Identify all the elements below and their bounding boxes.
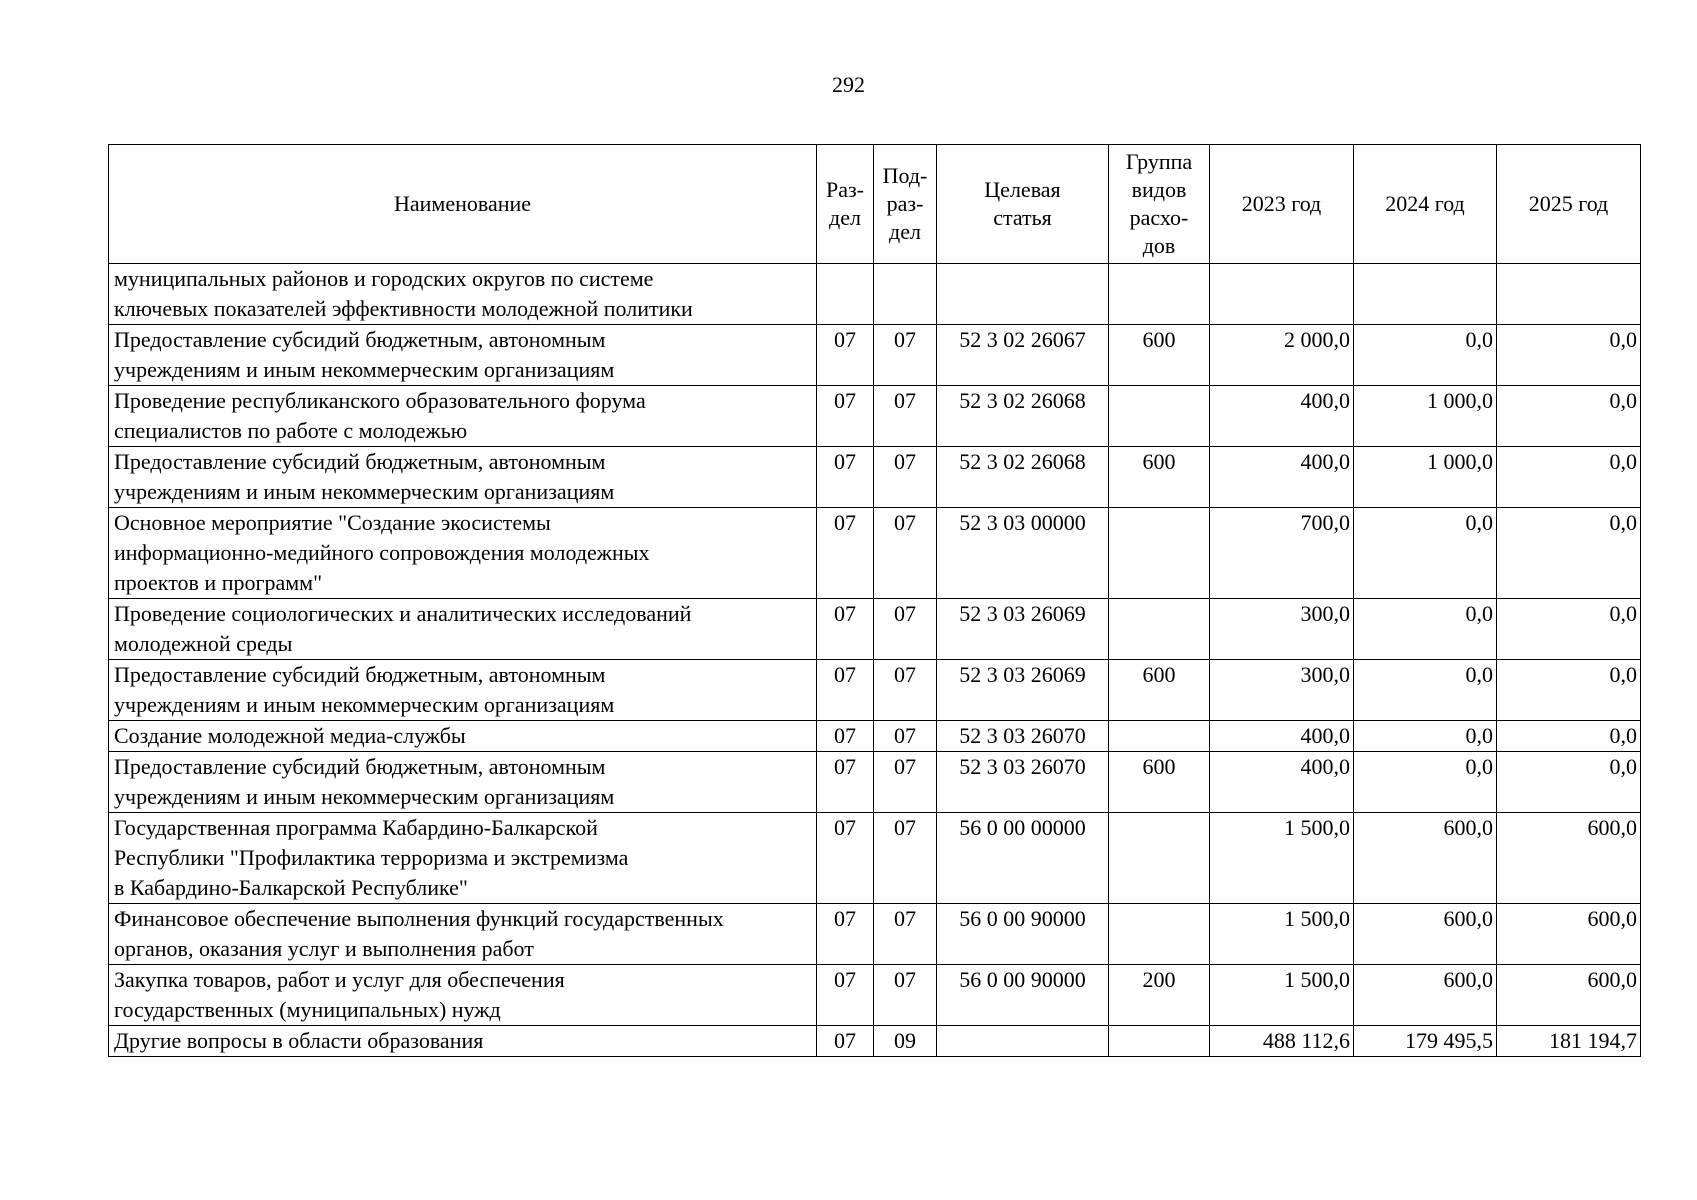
cell-podrazdel [874,1026,937,1057]
cell-name-text: Закупка товаров, работ и услуг для обеспечения государственных (муниципальных) нужд [114,967,565,1022]
cell-razdel [817,813,874,904]
cell-name-text: Государственная программа Кабардино-Балкарской Республики "Профилактика терроризма и экстремизма в Кабардино-Балкарской Республике" [114,815,629,900]
cell-2023 [1210,813,1354,904]
cell-celevaya [937,508,1109,599]
cell-razdel-text: 07 [834,662,856,687]
cell-name [109,1026,817,1057]
cell-2024 [1354,660,1497,721]
cell-2024 [1354,904,1497,965]
cell-celevaya-text: 52 3 02 26067 [959,327,1086,352]
cell-2024-text: 0,0 [1465,601,1493,626]
cell-gruppa-text: 200 [1142,967,1176,992]
cell-celevaya [937,965,1109,1026]
cell-2025-text: 0,0 [1609,510,1637,535]
cell-gruppa-text: 600 [1142,327,1176,352]
cell-2023-text: 1 500,0 [1284,906,1350,931]
header-2024: 2024 год [1354,145,1497,264]
cell-gruppa [1109,721,1210,752]
cell-2024-text: 1 000,0 [1427,449,1493,474]
cell-name [109,721,817,752]
cell-2023 [1210,752,1354,813]
cell-name-text: Основное мероприятие "Создание экосистемы информационно-медийного сопровождения молодежных проектов и программ" [114,510,650,595]
cell-podrazdel-text: 07 [894,662,916,687]
cell-podrazdel-text: 07 [894,388,916,413]
cell-celevaya [937,447,1109,508]
cell-name [109,752,817,813]
table-body [109,264,1641,1057]
cell-2023-text: 400,0 [1300,449,1350,474]
cell-podrazdel-text: 07 [894,510,916,535]
cell-2025 [1497,386,1641,447]
cell-name [109,965,817,1026]
cell-2024 [1354,721,1497,752]
cell-razdel [817,1026,874,1057]
cell-celevaya-text: 52 3 03 26069 [959,601,1086,626]
cell-2023-text: 488 112,6 [1262,1028,1350,1053]
cell-razdel-text: 07 [834,723,856,748]
cell-2024 [1354,264,1497,325]
cell-2024 [1354,325,1497,386]
cell-2025 [1497,721,1641,752]
cell-podrazdel-text: 07 [894,967,916,992]
cell-celevaya-text: 56 0 00 00000 [959,815,1086,840]
table-row [109,813,1641,904]
cell-2025-text: 600,0 [1587,967,1637,992]
cell-razdel [817,721,874,752]
cell-2024-text: 0,0 [1465,510,1493,535]
cell-2023-text: 1 500,0 [1284,815,1350,840]
cell-name [109,386,817,447]
cell-name [109,264,817,325]
cell-celevaya-text: 52 3 03 26070 [959,723,1086,748]
cell-razdel [817,508,874,599]
cell-2024 [1354,599,1497,660]
cell-celevaya-text: 56 0 00 90000 [959,967,1086,992]
cell-2024 [1354,965,1497,1026]
cell-podrazdel-text: 07 [894,601,916,626]
cell-2025 [1497,1026,1641,1057]
header-gruppa: Группа видов расхо- дов [1109,145,1210,264]
cell-name-text: Предоставление субсидий бюджетным, автономным учреждениям и иным некоммерческим организациям [114,449,615,504]
table-row [109,721,1641,752]
table-row [109,660,1641,721]
cell-2024 [1354,386,1497,447]
header-razdel: Раз- дел [817,145,874,264]
cell-name-text: Финансовое обеспечение выполнения функций государственных органов, оказания услуг и выполнения работ [114,906,724,961]
cell-2024-text: 179 495,5 [1405,1028,1493,1053]
cell-2023 [1210,965,1354,1026]
cell-name [109,325,817,386]
cell-name-text: Создание молодежной медиа-службы [114,723,466,748]
cell-name [109,813,817,904]
cell-podrazdel [874,752,937,813]
cell-2025-text: 181 194,7 [1549,1028,1637,1053]
page-number: 292 [832,72,865,97]
cell-razdel [817,965,874,1026]
cell-podrazdel-text: 07 [894,449,916,474]
table-row [109,965,1641,1026]
cell-2024-text: 600,0 [1443,967,1493,992]
cell-gruppa [1109,325,1210,386]
cell-celevaya-text: 52 3 03 26069 [959,662,1086,687]
cell-celevaya [937,904,1109,965]
cell-name-text: муниципальных районов и городских округов по системе ключевых показателей эффективности молодежной политики [114,266,693,321]
header-2023: 2023 год [1210,145,1354,264]
cell-gruppa-text: 600 [1142,754,1176,779]
cell-podrazdel-text: 07 [894,815,916,840]
cell-2023 [1210,904,1354,965]
cell-razdel-text: 07 [834,754,856,779]
cell-podrazdel [874,660,937,721]
cell-razdel [817,325,874,386]
cell-2025 [1497,508,1641,599]
cell-2025-text: 0,0 [1609,662,1637,687]
cell-celevaya [937,386,1109,447]
cell-gruppa-text: 600 [1142,662,1176,687]
cell-2025-text: 0,0 [1609,449,1637,474]
table-row [109,1026,1641,1057]
cell-2023-text: 300,0 [1300,662,1350,687]
cell-2023-text: 700,0 [1300,510,1350,535]
cell-gruppa [1109,752,1210,813]
cell-2023-text: 1 500,0 [1284,967,1350,992]
cell-podrazdel [874,386,937,447]
cell-gruppa [1109,599,1210,660]
cell-2024-text: 0,0 [1465,754,1493,779]
cell-2025 [1497,264,1641,325]
cell-2023 [1210,660,1354,721]
table-header [109,145,1641,264]
cell-podrazdel [874,447,937,508]
cell-celevaya-text: 52 3 02 26068 [959,449,1086,474]
cell-2025 [1497,813,1641,904]
cell-razdel [817,447,874,508]
cell-2023 [1210,721,1354,752]
cell-celevaya [937,813,1109,904]
table-row [109,386,1641,447]
header-2025: 2025 год [1497,145,1641,264]
cell-2023-text: 400,0 [1300,388,1350,413]
cell-celevaya [937,721,1109,752]
cell-celevaya [937,1026,1109,1057]
table-row [109,264,1641,325]
cell-2025 [1497,599,1641,660]
cell-2024 [1354,508,1497,599]
cell-2023 [1210,386,1354,447]
cell-2025-text: 0,0 [1609,327,1637,352]
cell-name [109,904,817,965]
cell-razdel [817,904,874,965]
cell-name-text: Предоставление субсидий бюджетным, автономным учреждениям и иным некоммерческим организациям [114,327,615,382]
cell-podrazdel-text: 07 [894,327,916,352]
cell-gruppa [1109,813,1210,904]
cell-gruppa [1109,965,1210,1026]
cell-2025 [1497,904,1641,965]
cell-celevaya-text: 52 3 03 00000 [959,510,1086,535]
cell-name [109,508,817,599]
cell-2025 [1497,965,1641,1026]
cell-2023-text: 400,0 [1300,754,1350,779]
cell-celevaya [937,264,1109,325]
cell-2025-text: 0,0 [1609,723,1637,748]
cell-celevaya [937,599,1109,660]
table-row [109,752,1641,813]
cell-razdel [817,660,874,721]
cell-podrazdel [874,813,937,904]
cell-2024-text: 0,0 [1465,723,1493,748]
cell-name-text: Предоставление субсидий бюджетным, автономным учреждениям и иным некоммерческим организациям [114,662,615,717]
cell-celevaya [937,660,1109,721]
cell-2025 [1497,325,1641,386]
table-row [109,508,1641,599]
cell-2024-text: 0,0 [1465,662,1493,687]
cell-2025 [1497,752,1641,813]
cell-2023 [1210,264,1354,325]
cell-2025-text: 600,0 [1587,906,1637,931]
cell-celevaya-text: 56 0 00 90000 [959,906,1086,931]
cell-razdel-text: 07 [834,967,856,992]
cell-razdel-text: 07 [834,815,856,840]
cell-name [109,599,817,660]
cell-2025 [1497,660,1641,721]
cell-celevaya [937,752,1109,813]
cell-name-text: Проведение республиканского образовательного форума специалистов по работе с молодежью [114,388,646,443]
cell-2023 [1210,447,1354,508]
table-row [109,904,1641,965]
cell-2023 [1210,325,1354,386]
cell-2023 [1210,1026,1354,1057]
cell-razdel [817,599,874,660]
cell-celevaya-text: 52 3 02 26068 [959,388,1086,413]
cell-2023 [1210,508,1354,599]
cell-gruppa [1109,447,1210,508]
table-row [109,447,1641,508]
cell-razdel [817,264,874,325]
cell-celevaya [937,325,1109,386]
cell-gruppa [1109,660,1210,721]
cell-razdel [817,386,874,447]
cell-gruppa [1109,508,1210,599]
cell-razdel-text: 07 [834,906,856,931]
cell-podrazdel [874,904,937,965]
cell-podrazdel-text: 07 [894,723,916,748]
cell-razdel-text: 07 [834,388,856,413]
cell-2023-text: 2 000,0 [1284,327,1350,352]
cell-2024-text: 0,0 [1465,327,1493,352]
cell-razdel-text: 07 [834,601,856,626]
cell-podrazdel [874,965,937,1026]
cell-razdel-text: 07 [834,327,856,352]
cell-name [109,660,817,721]
cell-name-text: Проведение социологических и аналитических исследований молодежной среды [114,601,692,656]
cell-podrazdel [874,325,937,386]
cell-2023-text: 400,0 [1300,723,1350,748]
cell-gruppa [1109,264,1210,325]
cell-razdel-text: 07 [834,449,856,474]
cell-celevaya-text: 52 3 03 26070 [959,754,1086,779]
table-row [109,325,1641,386]
header-podrazdel: Под- раз- дел [874,145,937,264]
cell-2025-text: 0,0 [1609,601,1637,626]
cell-podrazdel [874,508,937,599]
cell-2023 [1210,599,1354,660]
cell-podrazdel-text: 09 [894,1028,916,1053]
cell-razdel-text: 07 [834,1028,856,1053]
cell-podrazdel-text: 07 [894,906,916,931]
header-name: Наименование [109,145,817,264]
cell-name-text: Другие вопросы в области образования [114,1028,484,1053]
cell-podrazdel-text: 07 [894,754,916,779]
cell-gruppa [1109,904,1210,965]
cell-2025 [1497,447,1641,508]
cell-podrazdel [874,264,937,325]
header-celevaya: Целевая статья [937,145,1109,264]
cell-podrazdel [874,599,937,660]
cell-razdel [817,752,874,813]
cell-razdel-text: 07 [834,510,856,535]
budget-table [108,144,1641,1057]
cell-gruppa [1109,1026,1210,1057]
cell-2024-text: 600,0 [1443,815,1493,840]
cell-2023-text: 300,0 [1300,601,1350,626]
cell-gruppa [1109,386,1210,447]
cell-2024 [1354,813,1497,904]
table-row [109,599,1641,660]
cell-2025-text: 600,0 [1587,815,1637,840]
cell-name [109,447,817,508]
cell-gruppa-text: 600 [1142,449,1176,474]
cell-2024 [1354,1026,1497,1057]
cell-2025-text: 0,0 [1609,388,1637,413]
cell-2024 [1354,447,1497,508]
header-row [109,145,1641,264]
cell-2024-text: 1 000,0 [1427,388,1493,413]
cell-name-text: Предоставление субсидий бюджетным, автономным учреждениям и иным некоммерческим организациям [114,754,615,809]
cell-2024-text: 600,0 [1443,906,1493,931]
cell-2024 [1354,752,1497,813]
cell-podrazdel [874,721,937,752]
cell-2025-text: 0,0 [1609,754,1637,779]
